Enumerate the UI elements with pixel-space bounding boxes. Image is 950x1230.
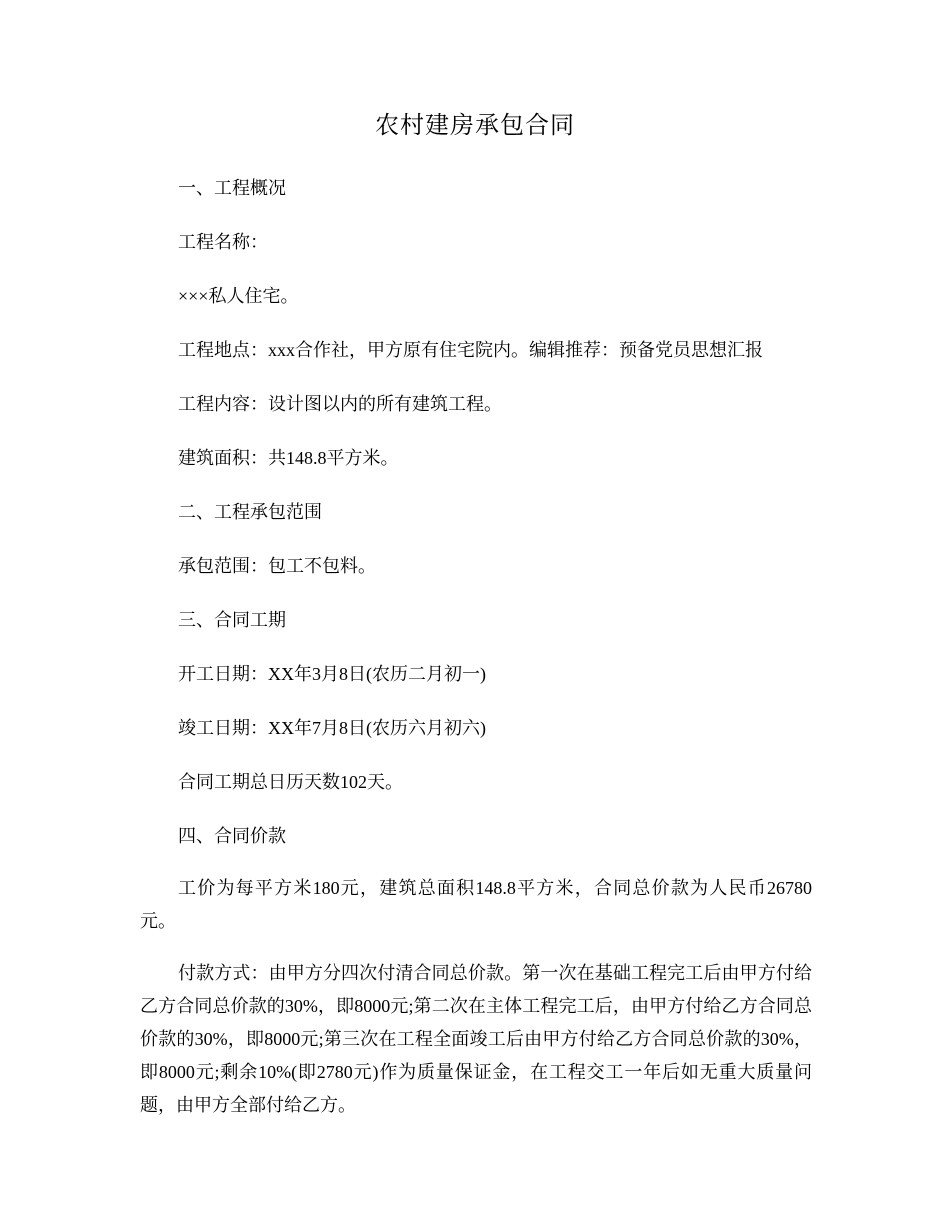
section-heading-contract-price: 四、合同价款 (178, 826, 286, 846)
completion-date: 竣工日期：XX年7月8日(农历六月初六) (178, 718, 486, 738)
project-name-label: 工程名称： (178, 232, 268, 252)
project-name-value: ×××私人住宅。 (178, 286, 299, 306)
contract-scope: 承包范围：包工不包料。 (178, 556, 376, 576)
payment-terms-paragraph: 付款方式：由甲方分四次付清合同总价款。第一次在基础工程完工后由甲方付给乙方合同总价款的30%，即8000元;第二次在主体工程完工后，由甲方付给乙方合同总价款的30%，即8000元;第三次在工程全面竣工后由甲方付给乙方合同总价款的30%，即8000元;剩余10%(即2780元)作为质量保证金，在工程交工一年后如无重大质量问题，由甲方全部付给乙方。 (140, 963, 812, 1115)
document-title: 农村建房承包合同 (375, 113, 575, 139)
section-heading-project-overview: 一、工程概况 (178, 178, 286, 198)
building-area: 建筑面积：共148.8平方米。 (178, 448, 399, 468)
project-location: 工程地点：xxx合作社，甲方原有住宅院内。编辑推荐：预备党员思想汇报 (178, 340, 763, 360)
section-heading-contract-period: 三、合同工期 (178, 610, 286, 630)
total-calendar-days: 合同工期总日历天数102天。 (178, 772, 403, 792)
project-content: 工程内容：设计图以内的所有建筑工程。 (178, 394, 502, 414)
start-date: 开工日期：XX年3月8日(农历二月初一) (178, 664, 486, 684)
price-paragraph: 工价为每平方米180元，建筑总面积148.8平方米，合同总价款为人民币26780元。 (140, 878, 812, 931)
section-heading-contract-scope: 二、工程承包范围 (178, 502, 322, 522)
